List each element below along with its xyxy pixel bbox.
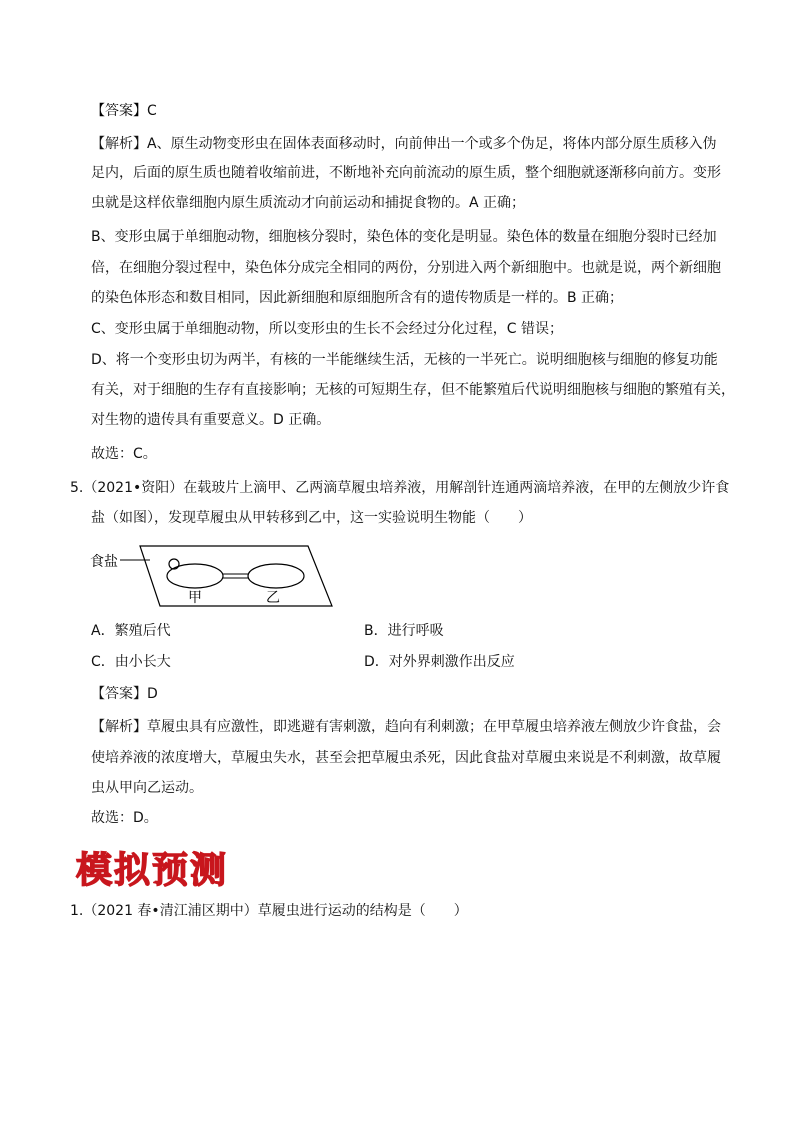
option-b: B．进行呼吸 [364,623,444,639]
question-stem: 盐（如图），发现草履虫从甲转移到乙中，这一实验说明生物能（ ） [91,510,532,526]
option-c: C．由小长大 [91,654,171,670]
answer-prefix: 【答案】 [91,686,147,702]
conclusion-line: 故选：D。 [91,810,158,826]
question-stem: 5.（2021•资阳）在载玻片上滴甲、乙两滴草履虫培养液，用解剖针连通两滴培养液，在甲的左侧放少许食 [70,480,730,496]
analysis-line: 虫从甲向乙运动。 [91,780,203,796]
answer-line [91,101,157,121]
conclusion-line: 故选：C。 [91,446,157,462]
analysis-prefix: 【解析】 [91,719,147,735]
analysis-line [91,717,721,737]
analysis-line: 使培养液的浓度增大，草履虫失水，甚至会把草履虫杀死，因此食盐对草履虫来说是不利刺激，故草履 [91,750,721,766]
section-banner: 模拟预测 [76,849,229,891]
analysis-line: B、变形虫属于单细胞动物，细胞核分裂时，染色体的变化是明显。染色体的数量在细胞分裂时已经加 [91,229,717,245]
analysis-line: 对生物的遗传具有重要意义。D 正确。 [91,412,331,428]
slide-figure [88,542,348,608]
analysis-line: D、将一个变形虫切为两半，有核的一半能继续生活，无核的一半死亡。说明细胞核与细胞的修复功能 [91,352,718,368]
analysis-line: 倍，在细胞分裂过程中，染色体分成完全相同的两份，分别进入两个新细胞中。也就是说，两个新细胞 [91,260,721,276]
drop-jia-label: 甲 [188,590,202,606]
answer-value: D [147,686,158,702]
analysis-line: 虫就是这样依靠细胞内原生质流动才向前运动和捕捉食物的。A 正确； [91,195,526,211]
analysis-line: 的染色体形态和数目相同，因此新细胞和原细胞所含有的遗传物质是一样的。B 正确； [91,290,624,306]
answer-value: C [147,103,157,119]
drop-yi-label: 乙 [266,590,280,606]
glass-slide [140,546,332,606]
answer-prefix: 【答案】 [91,103,147,119]
analysis-line: 有关，对于细胞的生存有直接影响；无核的可短期生存，但不能繁殖后代说明细胞核与细胞的繁殖有关， [91,382,735,398]
salt-label: 食盐 [90,554,118,570]
analysis-text: A、原生动物变形虫在固体表面移动时，向前伸出一个或多个伪足，将体内部分原生质移入伪 [147,136,717,152]
analysis-line [91,134,717,154]
answer-line [91,684,158,704]
analysis-line: C、变形虫属于单细胞动物，所以变形虫的生长不会经过分化过程，C 错误； [91,321,563,337]
drop-yi [248,564,304,588]
analysis-text: 草履虫具有应激性，即逃避有害刺激，趋向有利刺激；在甲草履虫培养液左侧放少许食盐，会 [147,719,721,735]
option-d: D．对外界刺激作出反应 [364,654,515,670]
analysis-prefix: 【解析】 [91,136,147,152]
question-stem: 1.（2021 春•清江浦区期中）草履虫进行运动的结构是（ ） [70,903,468,919]
option-a: A．繁殖后代 [91,623,171,639]
drop-jia [167,564,223,588]
analysis-line: 足内，后面的原生质也随着收缩前进，不断地补充向前流动的原生质，整个细胞就逐渐移向前方。变形 [91,165,721,181]
